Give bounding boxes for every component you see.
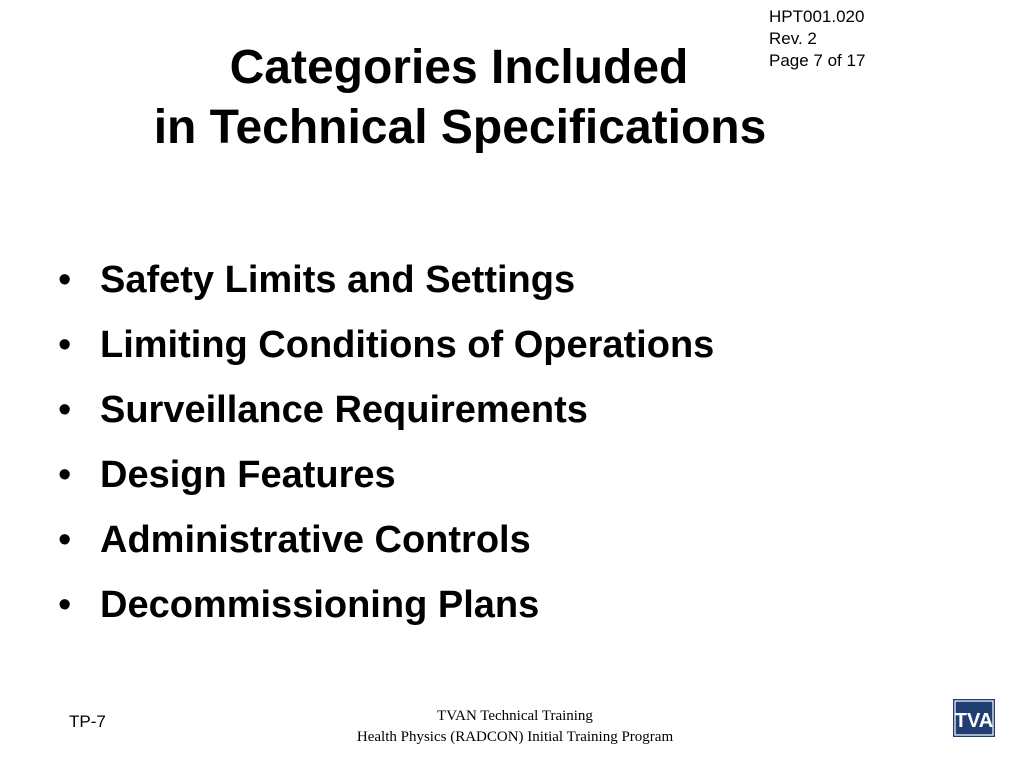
footer-line-2: Health Physics (RADCON) Initial Training Program xyxy=(356,729,674,745)
category-list xyxy=(58,249,714,639)
slide-title-line-1: Categories Included xyxy=(229,41,689,94)
list-item-label: Safety Limits and Settings xyxy=(100,259,576,301)
list-item-label: Administrative Controls xyxy=(100,519,531,561)
tva-logo-text: TVA xyxy=(954,710,994,732)
list-item-label: Design Features xyxy=(100,454,396,496)
list-item xyxy=(58,249,714,314)
slide-title-line-2: in Technical Specifications xyxy=(153,101,767,154)
footer-text xyxy=(290,706,740,748)
bullet-icon: • xyxy=(58,389,72,431)
tva-logo-icon xyxy=(953,699,995,737)
slide-id: TP-7 xyxy=(69,712,106,731)
list-item-label: Limiting Conditions of Operations xyxy=(100,324,715,366)
bullet-icon: • xyxy=(58,519,72,561)
bullet-icon: • xyxy=(58,259,72,301)
bullet-icon: • xyxy=(58,324,72,366)
list-item xyxy=(58,314,714,379)
document-revision: Rev. 2 xyxy=(769,29,817,48)
list-item xyxy=(58,509,714,574)
bullet-icon: • xyxy=(58,584,72,626)
list-item xyxy=(58,379,714,444)
list-item-label: Surveillance Requirements xyxy=(100,389,588,431)
list-item xyxy=(58,444,714,509)
slide-title xyxy=(0,38,920,158)
document-code: HPT001.020 xyxy=(769,7,865,26)
footer-line-1: TVAN Technical Training xyxy=(437,708,593,724)
list-item xyxy=(58,574,714,639)
list-item-label: Decommissioning Plans xyxy=(100,584,540,626)
page-number: Page 7 of 17 xyxy=(769,51,866,70)
bullet-icon: • xyxy=(58,454,72,496)
